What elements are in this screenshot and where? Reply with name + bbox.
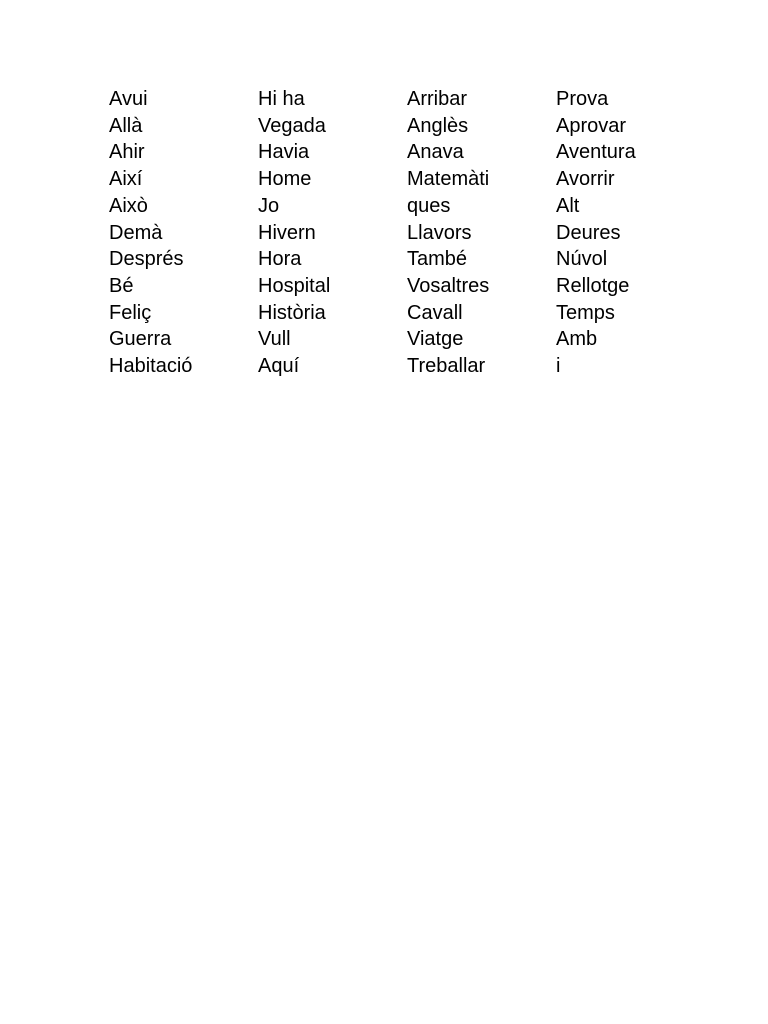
word-item: Hivern [258, 221, 316, 244]
word-item: Vosaltres [407, 274, 490, 297]
word-item: Temps [556, 301, 615, 324]
word-item: Vegada [258, 114, 326, 137]
word-item: Havia [258, 141, 310, 164]
word-item: Llavors [407, 221, 472, 244]
word-item: Hora [258, 248, 302, 271]
word-item: Rellotge [556, 274, 630, 297]
word-item: Aventura [556, 141, 636, 164]
word-item: Aprovar [556, 114, 627, 137]
word-column-1 [109, 86, 258, 380]
word-item: ques [407, 194, 451, 217]
word-list-grid [109, 86, 676, 380]
word-item: Matemàti [407, 168, 490, 191]
word-column-3 [407, 86, 556, 380]
word-item: Allà [109, 114, 143, 137]
word-item: Anglès [407, 114, 469, 137]
word-item: Així [109, 168, 143, 191]
word-item: Feliç [109, 301, 152, 324]
word-item: Arribar [407, 88, 468, 110]
word-item: Després [109, 248, 184, 271]
word-item: També [407, 248, 468, 271]
word-item: Treballar [407, 355, 486, 378]
word-item: Això [109, 194, 148, 217]
word-item: Prova [556, 88, 609, 110]
word-item: Deures [556, 221, 621, 244]
word-item: Núvol [556, 248, 608, 271]
word-item: Viatge [407, 328, 464, 351]
word-item: Cavall [407, 301, 463, 324]
word-item: Hi ha [258, 88, 305, 110]
word-item: Alt [556, 194, 580, 217]
word-item: Habitació [109, 355, 193, 378]
word-item: Avui [109, 88, 148, 110]
word-item: Jo [258, 194, 280, 217]
word-item: Ahir [109, 141, 145, 164]
word-column-2 [258, 86, 407, 380]
word-item: Bé [109, 274, 134, 297]
word-item: Anava [407, 141, 464, 164]
word-item: Home [258, 168, 312, 191]
word-item: Aquí [258, 355, 300, 378]
word-item: i [556, 355, 561, 378]
word-item: Avorrir [556, 168, 615, 191]
word-item: Història [258, 301, 326, 324]
word-item: Demà [109, 221, 163, 244]
word-item: Guerra [109, 328, 172, 351]
word-column-4 [556, 86, 676, 380]
word-item: Hospital [258, 274, 331, 297]
word-item: Amb [556, 328, 598, 351]
word-item: Vull [258, 328, 291, 351]
